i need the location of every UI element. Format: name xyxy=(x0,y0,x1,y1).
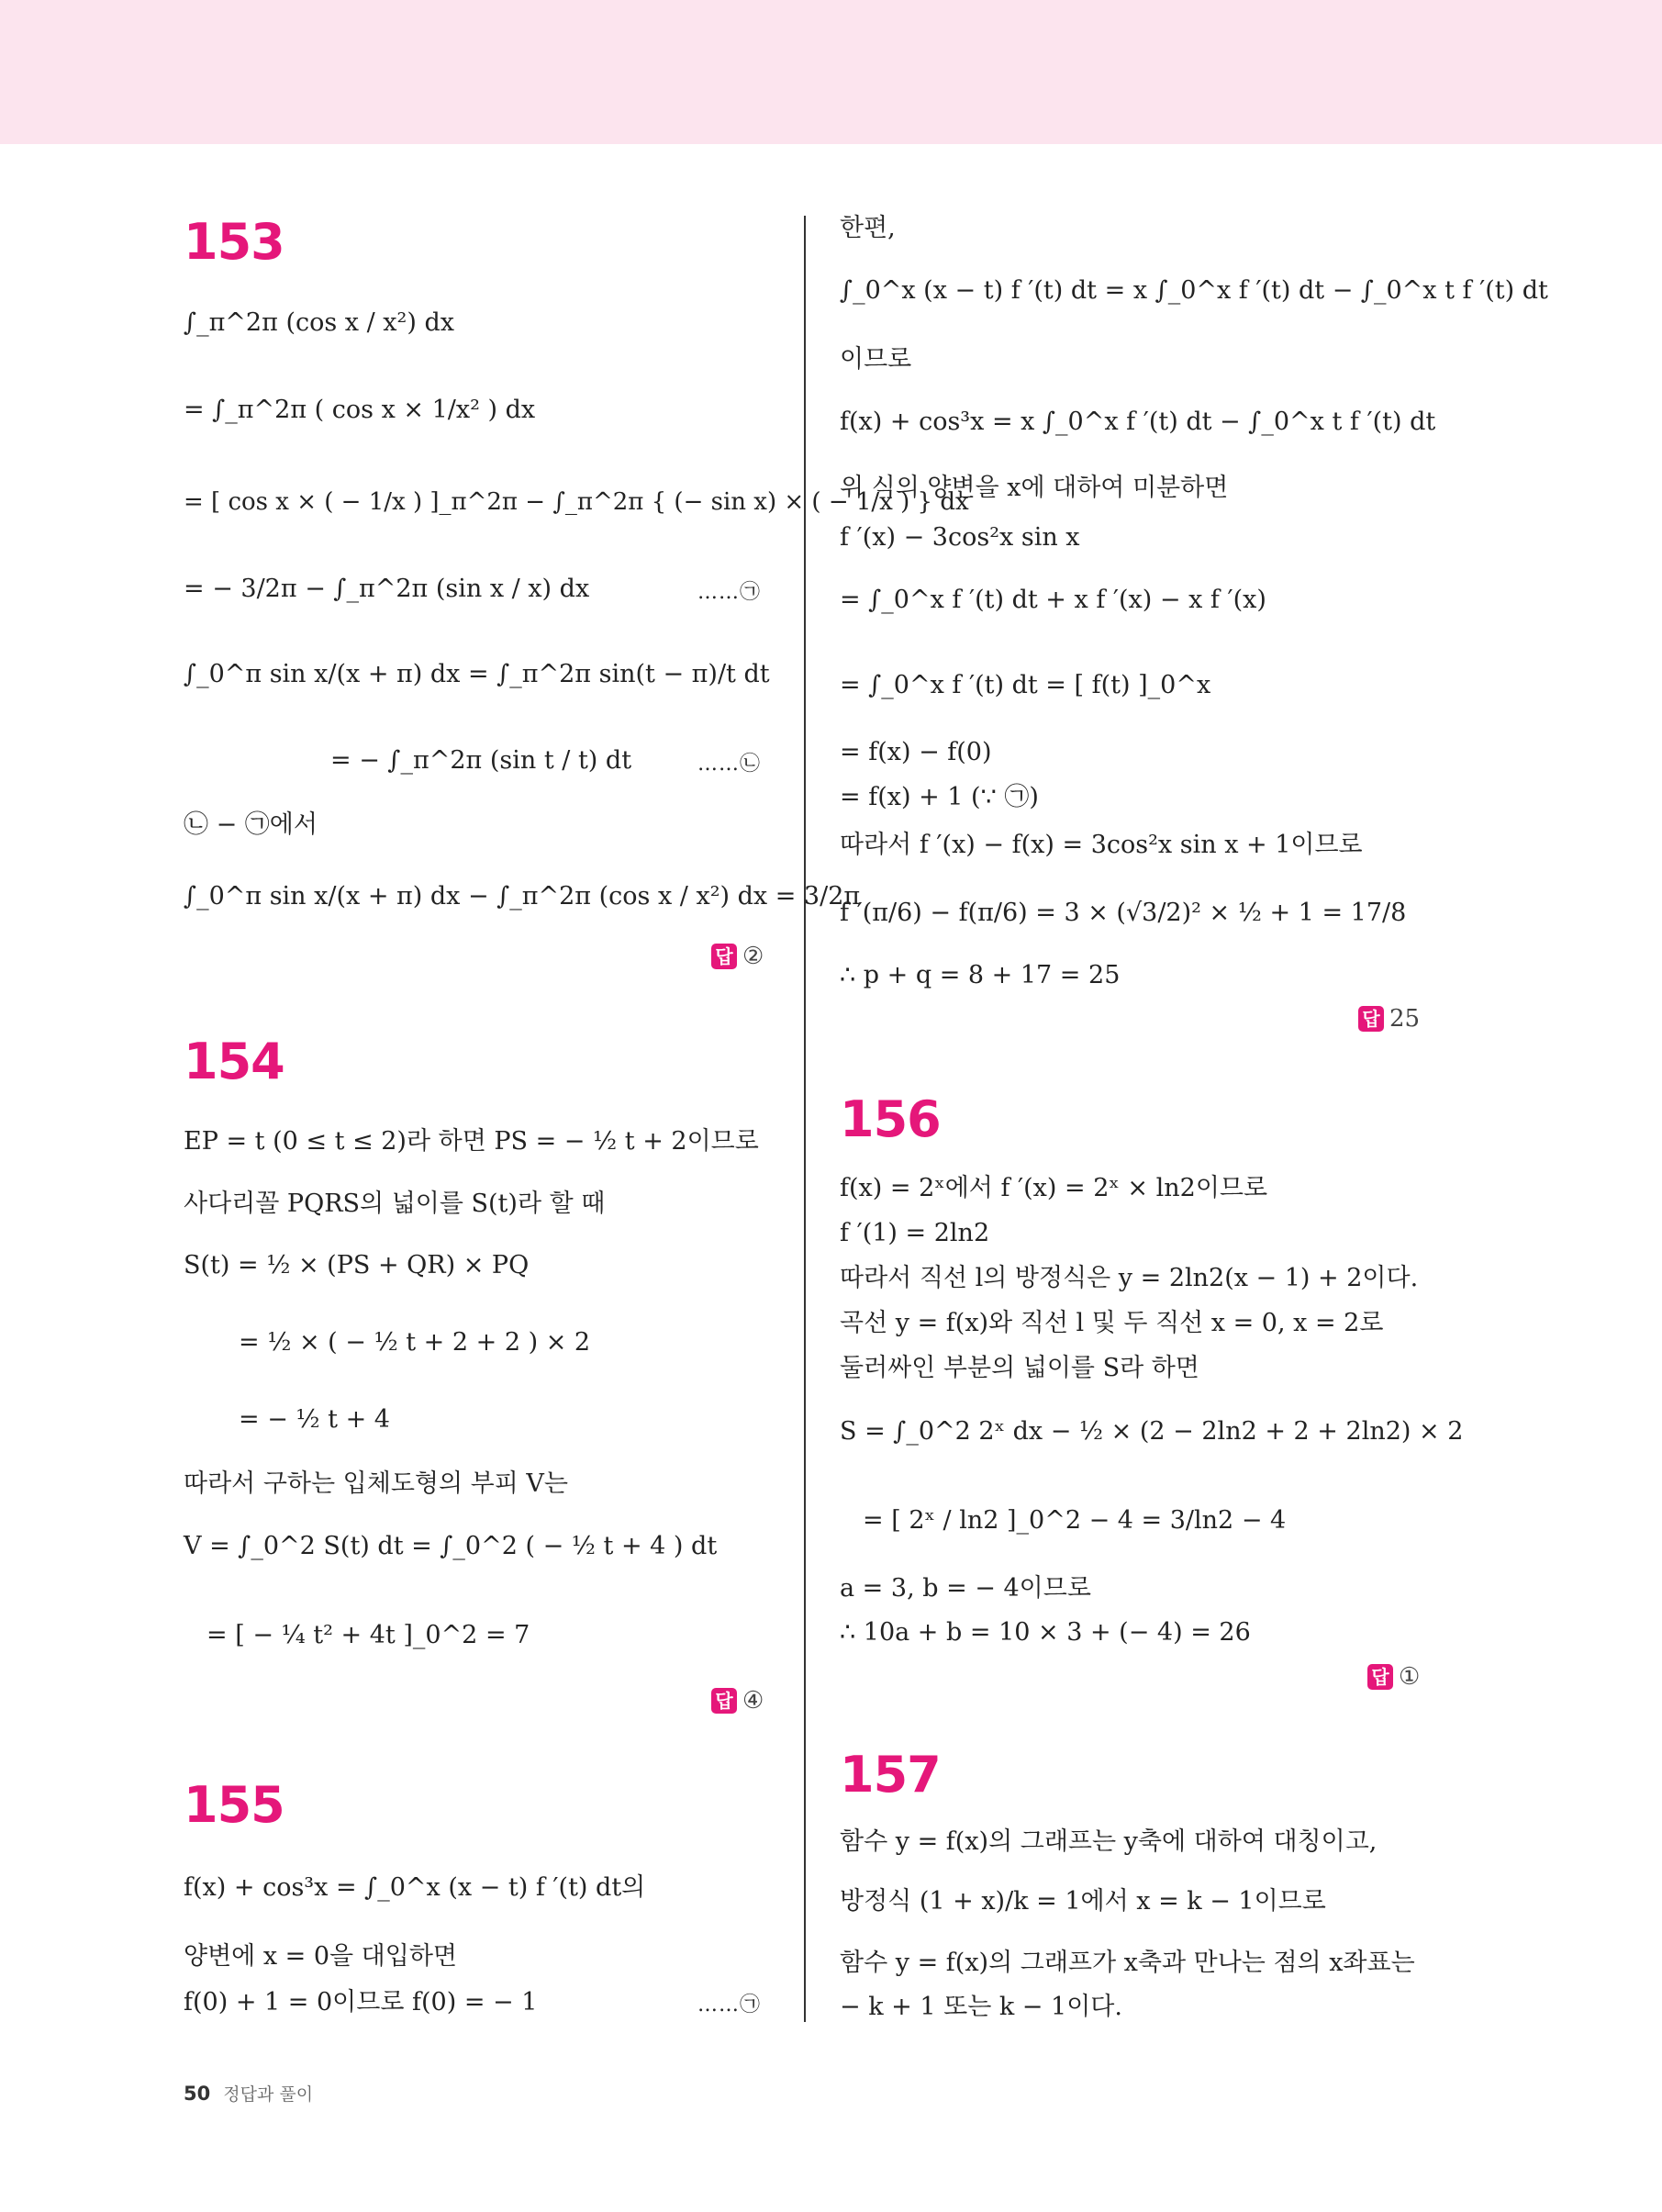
p155c-line-11: 따라서 f ′(x) − f(x) = 3cos²x sin x + 1이므로 xyxy=(840,831,1363,859)
p153-line-3: = [ cos x × ( − 1/x ) ]_π^2π − ∫_π^2π { (− sin x) × ( − 1/x ) } dx xyxy=(184,488,969,516)
p154-line-7: V = ∫_0^2 S(t) dt = ∫_0^2 ( − ½ t + 4 ) dt xyxy=(184,1532,718,1560)
answer-badge: 답 xyxy=(711,1688,737,1714)
answer-badge: 답 xyxy=(1358,1006,1384,1032)
p155-line-2: 양변에 x = 0을 대입하면 xyxy=(184,1942,458,1971)
p155c-line-2: ∫_0^x (x − t) f ′(t) dt = x ∫_0^x f ′(t) dt − ∫_0^x t f ′(t) dt xyxy=(840,276,1548,305)
p153-line-8: ∫_0^π sin x/(x + π) dx − ∫_π^2π (cos x / x²) dx = 3/2π xyxy=(184,882,861,910)
p155c-line-5: 위 식의 양변을 x에 대하여 미분하면 xyxy=(840,474,1229,502)
p156-line-8: a = 3, b = − 4이므로 xyxy=(840,1574,1091,1603)
p155c-line-8: = ∫_0^x f ′(t) dt = [ f(t) ]_0^x xyxy=(840,671,1211,699)
p156-line-4: 곡선 y = f(x)와 직선 l 및 두 직선 x = 0, x = 2로 xyxy=(840,1309,1384,1337)
p154-line-6: 따라서 구하는 입체도형의 부피 V는 xyxy=(184,1469,568,1498)
p157-line-4: − k + 1 또는 k − 1이다. xyxy=(840,1993,1122,2021)
p156-line-1: f(x) = 2ˣ에서 f ′(x) = 2ˣ × ln2이므로 xyxy=(840,1174,1268,1202)
p154-line-8: = [ − ¼ t² + 4t ]_0^2 = 7 xyxy=(206,1621,530,1649)
p155c-line-6: f ′(x) − 3cos²x sin x xyxy=(840,523,1080,552)
problem-number-157: 157 xyxy=(840,1746,941,1804)
answer-155 xyxy=(1358,1005,1420,1033)
answer-value: ② xyxy=(742,943,764,970)
p155c-line-12: f ′(π/6) − f(π/6) = 3 × (√3/2)² × ½ + 1 = 17/8 xyxy=(840,899,1407,927)
problem-number-155: 155 xyxy=(184,1776,284,1834)
p157-line-1: 함수 y = f(x)의 그래프는 y축에 대하여 대칭이고, xyxy=(840,1827,1378,1856)
p156-line-5: 둘러싸인 부분의 넓이를 S라 하면 xyxy=(840,1354,1199,1382)
p154-line-2: 사다리꼴 PQRS의 넓이를 S(t)라 할 때 xyxy=(184,1190,606,1218)
p153-line-5: ∫_0^π sin x/(x + π) dx = ∫_π^2π sin(t − π)/t dt xyxy=(184,660,770,688)
p157-line-3: 함수 y = f(x)의 그래프가 x축과 만나는 점의 x좌표는 xyxy=(840,1949,1415,1977)
page-footer xyxy=(184,2081,313,2106)
p153-line-2: = ∫_π^2π ( cos x × 1/x² ) dx xyxy=(184,396,536,424)
p156-line-3: 따라서 직선 l의 방정식은 y = 2ln2(x − 1) + 2이다. xyxy=(840,1264,1419,1292)
marker-155: ……㉠ xyxy=(697,1994,762,2016)
problem-number-154: 154 xyxy=(184,1033,284,1090)
p154-line-5: = − ½ t + 4 xyxy=(239,1405,390,1434)
p153-line-4: = − 3/2π − ∫_π^2π (sin x / x) dx xyxy=(184,575,590,603)
answer-badge: 답 xyxy=(711,944,737,969)
answer-value: ④ xyxy=(742,1687,764,1715)
p153-line-6: = − ∫_π^2π (sin t / t) dt xyxy=(330,746,632,775)
p155c-line-10: = f(x) + 1 (∵ ㉠) xyxy=(840,783,1039,811)
p153-line-1: ∫_π^2π (cos x / x²) dx xyxy=(184,308,454,337)
answer-156 xyxy=(1367,1663,1420,1691)
p155-line-1: f(x) + cos³x = ∫_0^x (x − t) f ′(t) dt의 xyxy=(184,1873,646,1902)
marker-a: ……㉠ xyxy=(697,581,762,604)
p154-line-1: EP = t (0 ≤ t ≤ 2)라 하면 PS = − ½ t + 2이므로 xyxy=(184,1127,759,1156)
marker-b: ……㉡ xyxy=(697,753,762,776)
p155-line-3: f(0) + 1 = 0이므로 f(0) = − 1 xyxy=(184,1988,538,2016)
answer-value: ① xyxy=(1399,1663,1421,1691)
p157-line-2: 방정식 (1 + x)/k = 1에서 x = k − 1이므로 xyxy=(840,1887,1326,1916)
header-band xyxy=(0,0,1662,144)
p155c-line-1: 한편, xyxy=(840,214,896,242)
p156-line-2: f ′(1) = 2ln2 xyxy=(840,1219,990,1247)
page-number: 50 xyxy=(184,2083,211,2105)
p154-line-3: S(t) = ½ × (PS + QR) × PQ xyxy=(184,1251,530,1279)
problem-number-153: 153 xyxy=(184,213,284,271)
answer-154 xyxy=(711,1687,764,1715)
answer-value: 25 xyxy=(1389,1005,1421,1033)
answer-153 xyxy=(711,943,764,970)
p155c-line-7: = ∫_0^x f ′(t) dt + x f ′(x) − x f ′(x) xyxy=(840,586,1266,614)
problem-number-156: 156 xyxy=(840,1090,941,1148)
p155c-line-3: 이므로 xyxy=(840,345,912,374)
answer-badge: 답 xyxy=(1367,1664,1393,1690)
p153-line-7: ㉡ − ㉠에서 xyxy=(184,810,318,839)
p154-line-4: = ½ × ( − ½ t + 2 + 2 ) × 2 xyxy=(239,1328,591,1357)
p156-line-7: = [ 2ˣ / ln2 ]_0^2 − 4 = 3/ln2 − 4 xyxy=(863,1506,1287,1535)
p155c-line-13: ∴ p + q = 8 + 17 = 25 xyxy=(840,961,1121,989)
p156-line-6: S = ∫_0^2 2ˣ dx − ½ × (2 − 2ln2 + 2 + 2ln2) × 2 xyxy=(840,1417,1464,1446)
p155c-line-9: = f(x) − f(0) xyxy=(840,738,992,766)
p155c-line-4: f(x) + cos³x = x ∫_0^x f ′(t) dt − ∫_0^x t f ′(t) dt xyxy=(840,408,1436,436)
footer-section: 정답과 풀이 xyxy=(223,2084,314,2105)
p156-line-9: ∴ 10a + b = 10 × 3 + (− 4) = 26 xyxy=(840,1618,1251,1647)
